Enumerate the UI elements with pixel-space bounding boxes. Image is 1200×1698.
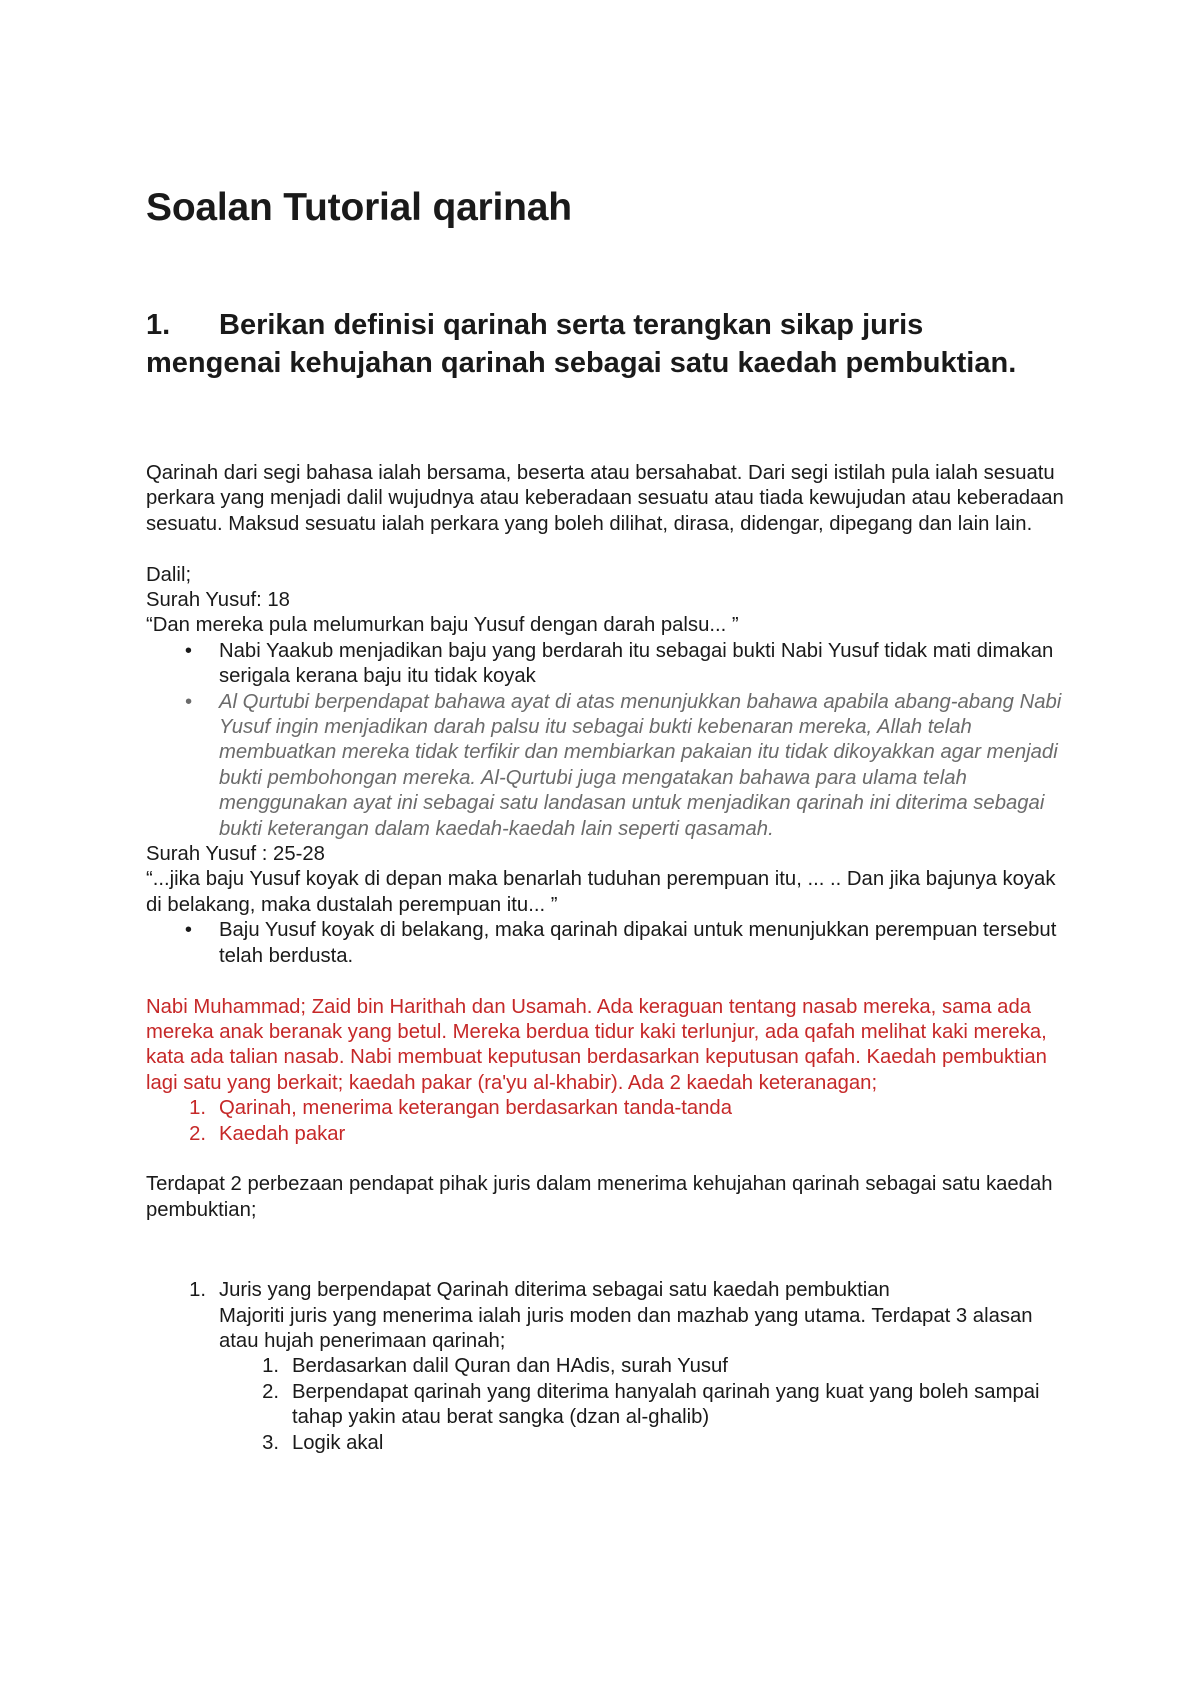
list-marker: 1. bbox=[189, 1279, 206, 1302]
bullet-marker: • bbox=[184, 919, 192, 942]
bullet-text: Baju Yusuf koyak di belakang, maka qarinah dipakai untuk menunjukkan perempuan tersebut telah berdusta. bbox=[219, 919, 1057, 967]
list-text: Qarinah, menerima keterangan berdasarkan tanda-tanda bbox=[219, 1097, 732, 1120]
list-item bbox=[146, 690, 1066, 842]
bullet-marker: • bbox=[184, 690, 192, 713]
bullet-marker: • bbox=[184, 639, 192, 662]
red-numbered-list bbox=[146, 1096, 1066, 1147]
document-title: Soalan Tutorial qarinah bbox=[146, 186, 572, 229]
juris-text: Majoriti juris yang menerima ialah juris moden dan mazhab yang utama. Terdapat 3 alasan atau hujah penerimaan qarinah; bbox=[219, 1304, 1033, 1352]
list-item bbox=[146, 1096, 1066, 1121]
dalil-label: Dalil; bbox=[146, 563, 192, 586]
list-item bbox=[219, 1354, 1066, 1379]
surah-1-bullets bbox=[146, 639, 1066, 842]
list-marker: 3. bbox=[262, 1431, 279, 1454]
question-heading bbox=[146, 307, 1056, 382]
list-item bbox=[219, 1431, 1066, 1456]
list-marker: 1. bbox=[189, 1097, 206, 1120]
definition-paragraph: Qarinah dari segi bahasa ialah bersama, beserta atau bersahabat. Dari segi istilah pula ialah sesuatu perkara yang menjadi dalil wujudnya atau keberadaan sesuatu atau tiada kewujudan atau keberadaan sesuatu. Maksud sesuatu ialah perkara yang boleh dilihat, dirasa, didengar, dipegang dan lain lain. bbox=[146, 462, 1064, 535]
list-item bbox=[146, 1122, 1066, 1147]
reasons-list bbox=[219, 1354, 1066, 1456]
list-item bbox=[146, 1278, 1066, 1456]
bullet-text: Al Qurtubi berpendapat bahawa ayat di atas menunjukkan bahawa apabila abang-abang Nabi Yusuf ingin menjadikan darah palsu itu sebagai bukti kebenaran mereka, Allah telah membuatkan mereka tidak terfikir dan membiarkan pakaian itu tidak dikoyakkan agar menjadi bukti pembohongan mereka. Al-Qurtubi juga mengatakan bahawa para ulama telah menggunakan ayat ini sebagai satu landasan untuk menjadikan qarinah ini diterima sebagai bukti keterangan dalam kaedah-kaedah lain seperti qasamah. bbox=[219, 690, 1062, 840]
surah-1-quote: “Dan mereka pula melumurkan baju Yusuf dengan darah palsu... ” bbox=[146, 614, 739, 637]
list-item bbox=[146, 639, 1066, 690]
question-number: 1. bbox=[146, 309, 171, 341]
list-marker: 2. bbox=[189, 1122, 206, 1145]
bullet-text: Nabi Yaakub menjadikan baju yang berdarah itu sebagai bukti Nabi Yusuf tidak mati dimakan serigala kerana baju itu tidak koyak bbox=[219, 639, 1054, 688]
juris-heading: Juris yang berpendapat Qarinah diterima sebagai satu kaedah pembuktian bbox=[219, 1279, 890, 1302]
list-text: Berdasarkan dalil Quran dan HAdis, surah Yusuf bbox=[292, 1355, 728, 1378]
surah-2-quote: “...jika baju Yusuf koyak di depan maka benarlah tuduhan perempuan itu, ... .. Dan jika bajunya koyak di belakang, maka dustalah perempuan itu... ” bbox=[146, 868, 1056, 916]
list-text: Berpendapat qarinah yang diterima hanyalah qarinah yang kuat yang boleh sampai tahap yakin atau berat sangka (dzan al-ghalib) bbox=[292, 1380, 1040, 1429]
list-marker: 2. bbox=[262, 1380, 279, 1403]
red-paragraph: Nabi Muhammad; Zaid bin Harithah dan Usamah. Ada keraguan tentang nasab mereka, sama ada mereka anak beranak yang betul. Mereka berdua tidur kaki terlunjur, ada qafah melihat kaki mereka, kata ada talian nasab. Nabi membuat keputusan berdasarkan keputusan qafah. Kaedah pembuktian lagi satu yang berkait; kaedah pakar (ra'yu al-khabir). Ada 2 kaedah keteranagan; bbox=[146, 995, 1047, 1094]
surah-2-bullets bbox=[146, 918, 1066, 969]
question-text: Berikan definisi qarinah serta terangkan sikap juris mengenai kehujahan qarinah sebagai satu kaedah pembuktian. bbox=[146, 309, 1017, 379]
list-text: Logik akal bbox=[292, 1431, 384, 1454]
list-text: Kaedah pakar bbox=[219, 1122, 346, 1145]
differences-intro: Terdapat 2 perbezaan pendapat pihak juris dalam menerima kehujahan qarinah sebagai satu kaedah pembuktian; bbox=[146, 1173, 1053, 1221]
list-item bbox=[219, 1380, 1066, 1431]
juris-list bbox=[146, 1278, 1066, 1456]
document-body bbox=[146, 461, 1066, 1456]
list-marker: 1. bbox=[262, 1355, 279, 1378]
surah-2-reference: Surah Yusuf : 25-28 bbox=[146, 843, 325, 866]
list-item bbox=[146, 918, 1066, 969]
surah-1-reference: Surah Yusuf: 18 bbox=[146, 589, 290, 612]
